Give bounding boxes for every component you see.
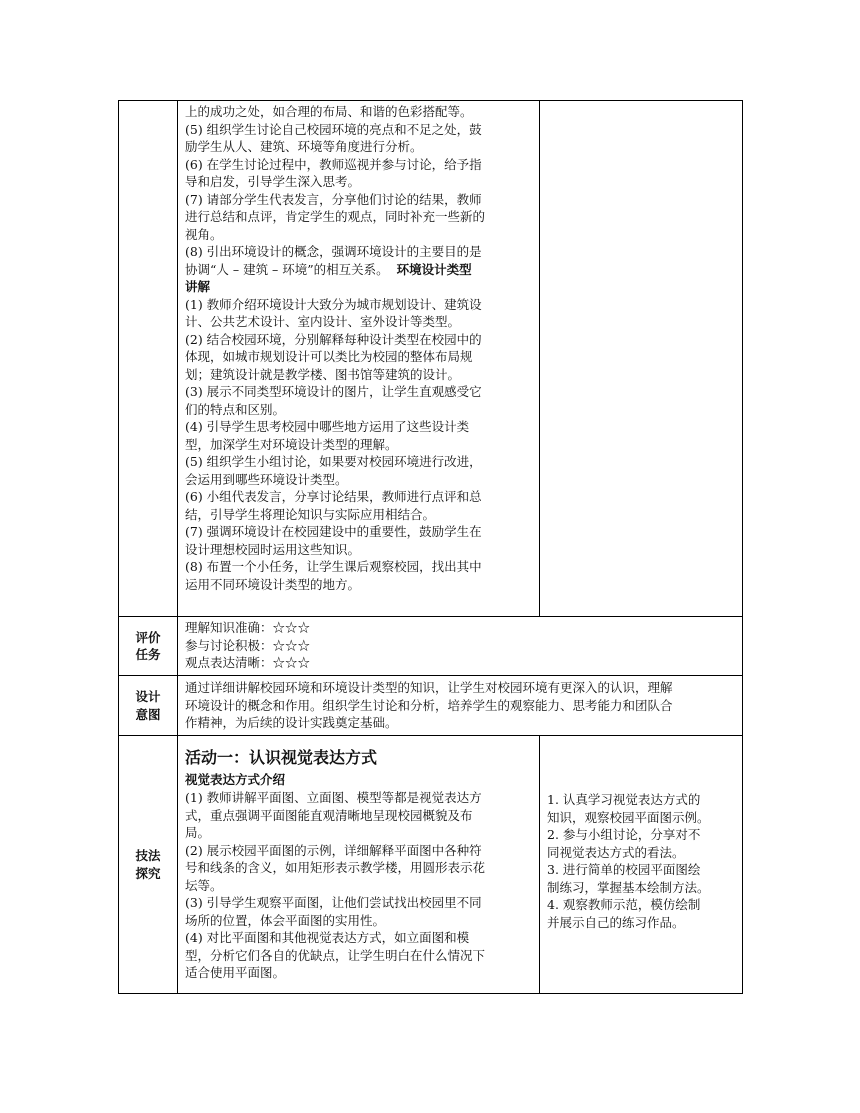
label-line: 评价 bbox=[135, 629, 161, 645]
student-activity-line: 并展示自己的练习作品。 bbox=[547, 914, 685, 930]
text-line: 划；建筑设计就是教学楼、图书馆等建筑的设计。 bbox=[185, 366, 461, 382]
text-line: 适合使用平面图。 bbox=[185, 965, 286, 980]
row-design-intent bbox=[119, 676, 743, 736]
text-line-mixed bbox=[185, 261, 533, 279]
text-line: 作精神，为后续的设计实践奠定基础。 bbox=[185, 715, 398, 730]
eval-item: 理解知识准确：☆☆☆ bbox=[185, 620, 311, 635]
text-line: 励学生从人、建筑、环境等角度进行分析。 bbox=[185, 139, 423, 154]
activity-subtitle: 视觉表达方式介绍 bbox=[185, 772, 286, 787]
text-line: 坛等。 bbox=[185, 877, 223, 893]
text-line: (7) 请部分学生代表发言，分享他们讨论的结果，教师 bbox=[185, 191, 482, 207]
eval-content-cell bbox=[178, 617, 540, 676]
row-evaluation bbox=[119, 617, 743, 676]
row1-content-cell bbox=[178, 101, 540, 617]
text-line: 上的成功之处，如合理的布局、和谐的色彩搭配等。 bbox=[185, 104, 473, 119]
label-line: 设计 bbox=[135, 689, 161, 704]
skill-label bbox=[119, 736, 178, 994]
text-line: (6) 在学生讨论过程中，教师巡视并参与讨论，给予指 bbox=[185, 156, 482, 172]
student-activity-line: 4. 观察教师示范，模仿绘制 bbox=[547, 897, 701, 912]
student-activity-line: 3. 进行简单的校园平面图绘 bbox=[547, 862, 701, 877]
label-line: 技法 bbox=[135, 848, 161, 863]
label-line: 任务 bbox=[135, 647, 161, 662]
text-line: (5) 组织学生小组讨论，如果要对校园环境进行改进， bbox=[185, 454, 482, 469]
text-line: (3) 展示不同类型环境设计的图片，让学生直观感受它 bbox=[185, 384, 482, 399]
section-heading: 环境设计类型 bbox=[396, 261, 472, 277]
eval-empty-cell bbox=[540, 617, 743, 676]
text-line: 计、公共艺术设计、室内设计、室外设计等类型。 bbox=[185, 314, 461, 329]
text-line: 型，加深学生对环境设计类型的理解。 bbox=[185, 436, 398, 452]
eval-item: 参与讨论积极：☆☆☆ bbox=[185, 637, 311, 653]
activity-title: 活动一：认识视觉表达方式 bbox=[185, 748, 378, 767]
design-content-cell bbox=[178, 676, 743, 736]
text-line: 号和线条的含义，如用矩形表示教学楼，用圆形表示花 bbox=[185, 860, 486, 875]
text-line: (4) 对比平面图和其他视觉表达方式，如立面图和模 bbox=[185, 930, 470, 945]
text-line: (1) 教师介绍环境设计大致分为城市规划设计、建筑设 bbox=[185, 296, 482, 312]
text-line: (8) 引出环境设计的概念，强调环境设计的主要目的是 bbox=[185, 244, 482, 259]
text-line: (2) 结合校园环境，分别解释每种设计类型在校园中的 bbox=[185, 331, 482, 347]
text-line: 体现，如城市规划设计可以类比为校园的整体布局规 bbox=[185, 349, 473, 364]
design-label bbox=[119, 676, 178, 736]
student-activity-line: 1. 认真学习视觉表达方式的 bbox=[547, 792, 701, 807]
text-line: 进行总结和点评，肯定学生的观点，同时补充一些新的 bbox=[185, 209, 486, 224]
label-line: 探究 bbox=[135, 865, 161, 881]
row1-label-cell bbox=[119, 101, 178, 617]
eval-item: 观点表达清晰：☆☆☆ bbox=[185, 655, 311, 670]
label-line: 意图 bbox=[135, 706, 161, 722]
text-line: (6) 小组代表发言，分享讨论结果，教师进行点评和总 bbox=[185, 489, 482, 504]
eval-label bbox=[119, 617, 178, 676]
text-line: (5) 组织学生讨论自己校园环境的亮点和不足之处，鼓 bbox=[185, 121, 482, 137]
text-line: (7) 强调环境设计在校园建设中的重要性，鼓励学生在 bbox=[185, 524, 482, 539]
text-line: 会运用到哪些环境设计类型。 bbox=[185, 471, 348, 487]
row1-student-cell bbox=[540, 101, 743, 617]
text-line: 型，分析它们各自的优缺点，让学生明白在什么情况下 bbox=[185, 947, 486, 963]
text-line: 结，引导学生将理论知识与实际应用相结合。 bbox=[185, 506, 436, 522]
text-line: 局。 bbox=[185, 825, 211, 840]
skill-content-cell bbox=[178, 736, 540, 994]
text-line: (1) 教师讲解平面图、立面图、模型等都是视觉表达方 bbox=[185, 790, 482, 805]
row-teaching-process bbox=[119, 101, 743, 617]
text-line: 式，重点强调平面图能直观清晰地呈现校园概貌及布 bbox=[185, 807, 473, 823]
section-heading-cont: 讲解 bbox=[185, 279, 211, 294]
text-line: 环境设计的概念和作用。组织学生讨论和分析，培养学生的观察能力、思考能力和团队合 bbox=[185, 697, 673, 713]
text-line: 设计理想校园时运用这些知识。 bbox=[185, 541, 361, 557]
text-line: 运用不同环境设计类型的地方。 bbox=[185, 576, 361, 592]
skill-student-cell bbox=[540, 736, 743, 994]
text-line: 场所的位置，体会平面图的实用性。 bbox=[185, 912, 386, 928]
student-activity-line: 制练习，掌握基本绘制方法。 bbox=[547, 879, 710, 895]
text-segment: 协调“人 – 建筑 – 环境”的相互关系。 bbox=[185, 261, 389, 277]
text-line: (4) 引导学生思考校园中哪些地方运用了这些设计类 bbox=[185, 419, 470, 434]
student-activity-line: 同视觉表达方式的看法。 bbox=[547, 844, 685, 860]
student-activity-line: 2. 参与小组讨论，分享对不 bbox=[547, 827, 701, 842]
text-line: (2) 展示校园平面图的示例，详细解释平面图中各种符 bbox=[185, 842, 482, 858]
text-line: 们的特点和区别。 bbox=[185, 401, 286, 417]
row-technique bbox=[119, 736, 743, 994]
text-line: 通过详细讲解校园环境和环境设计类型的知识，让学生对校园环境有更深入的认识，理解 bbox=[185, 680, 673, 695]
lesson-plan-table bbox=[118, 100, 743, 994]
text-line: (8) 布置一个小任务，让学生课后观察校园，找出其中 bbox=[185, 559, 482, 574]
text-line: 视角。 bbox=[185, 226, 223, 242]
student-activity-line: 知识，观察校园平面图示例。 bbox=[547, 809, 710, 825]
text-line: (3) 引导学生观察平面图，让他们尝试找出校园里不同 bbox=[185, 895, 482, 910]
text-line: 导和启发，引导学生深入思考。 bbox=[185, 174, 361, 189]
